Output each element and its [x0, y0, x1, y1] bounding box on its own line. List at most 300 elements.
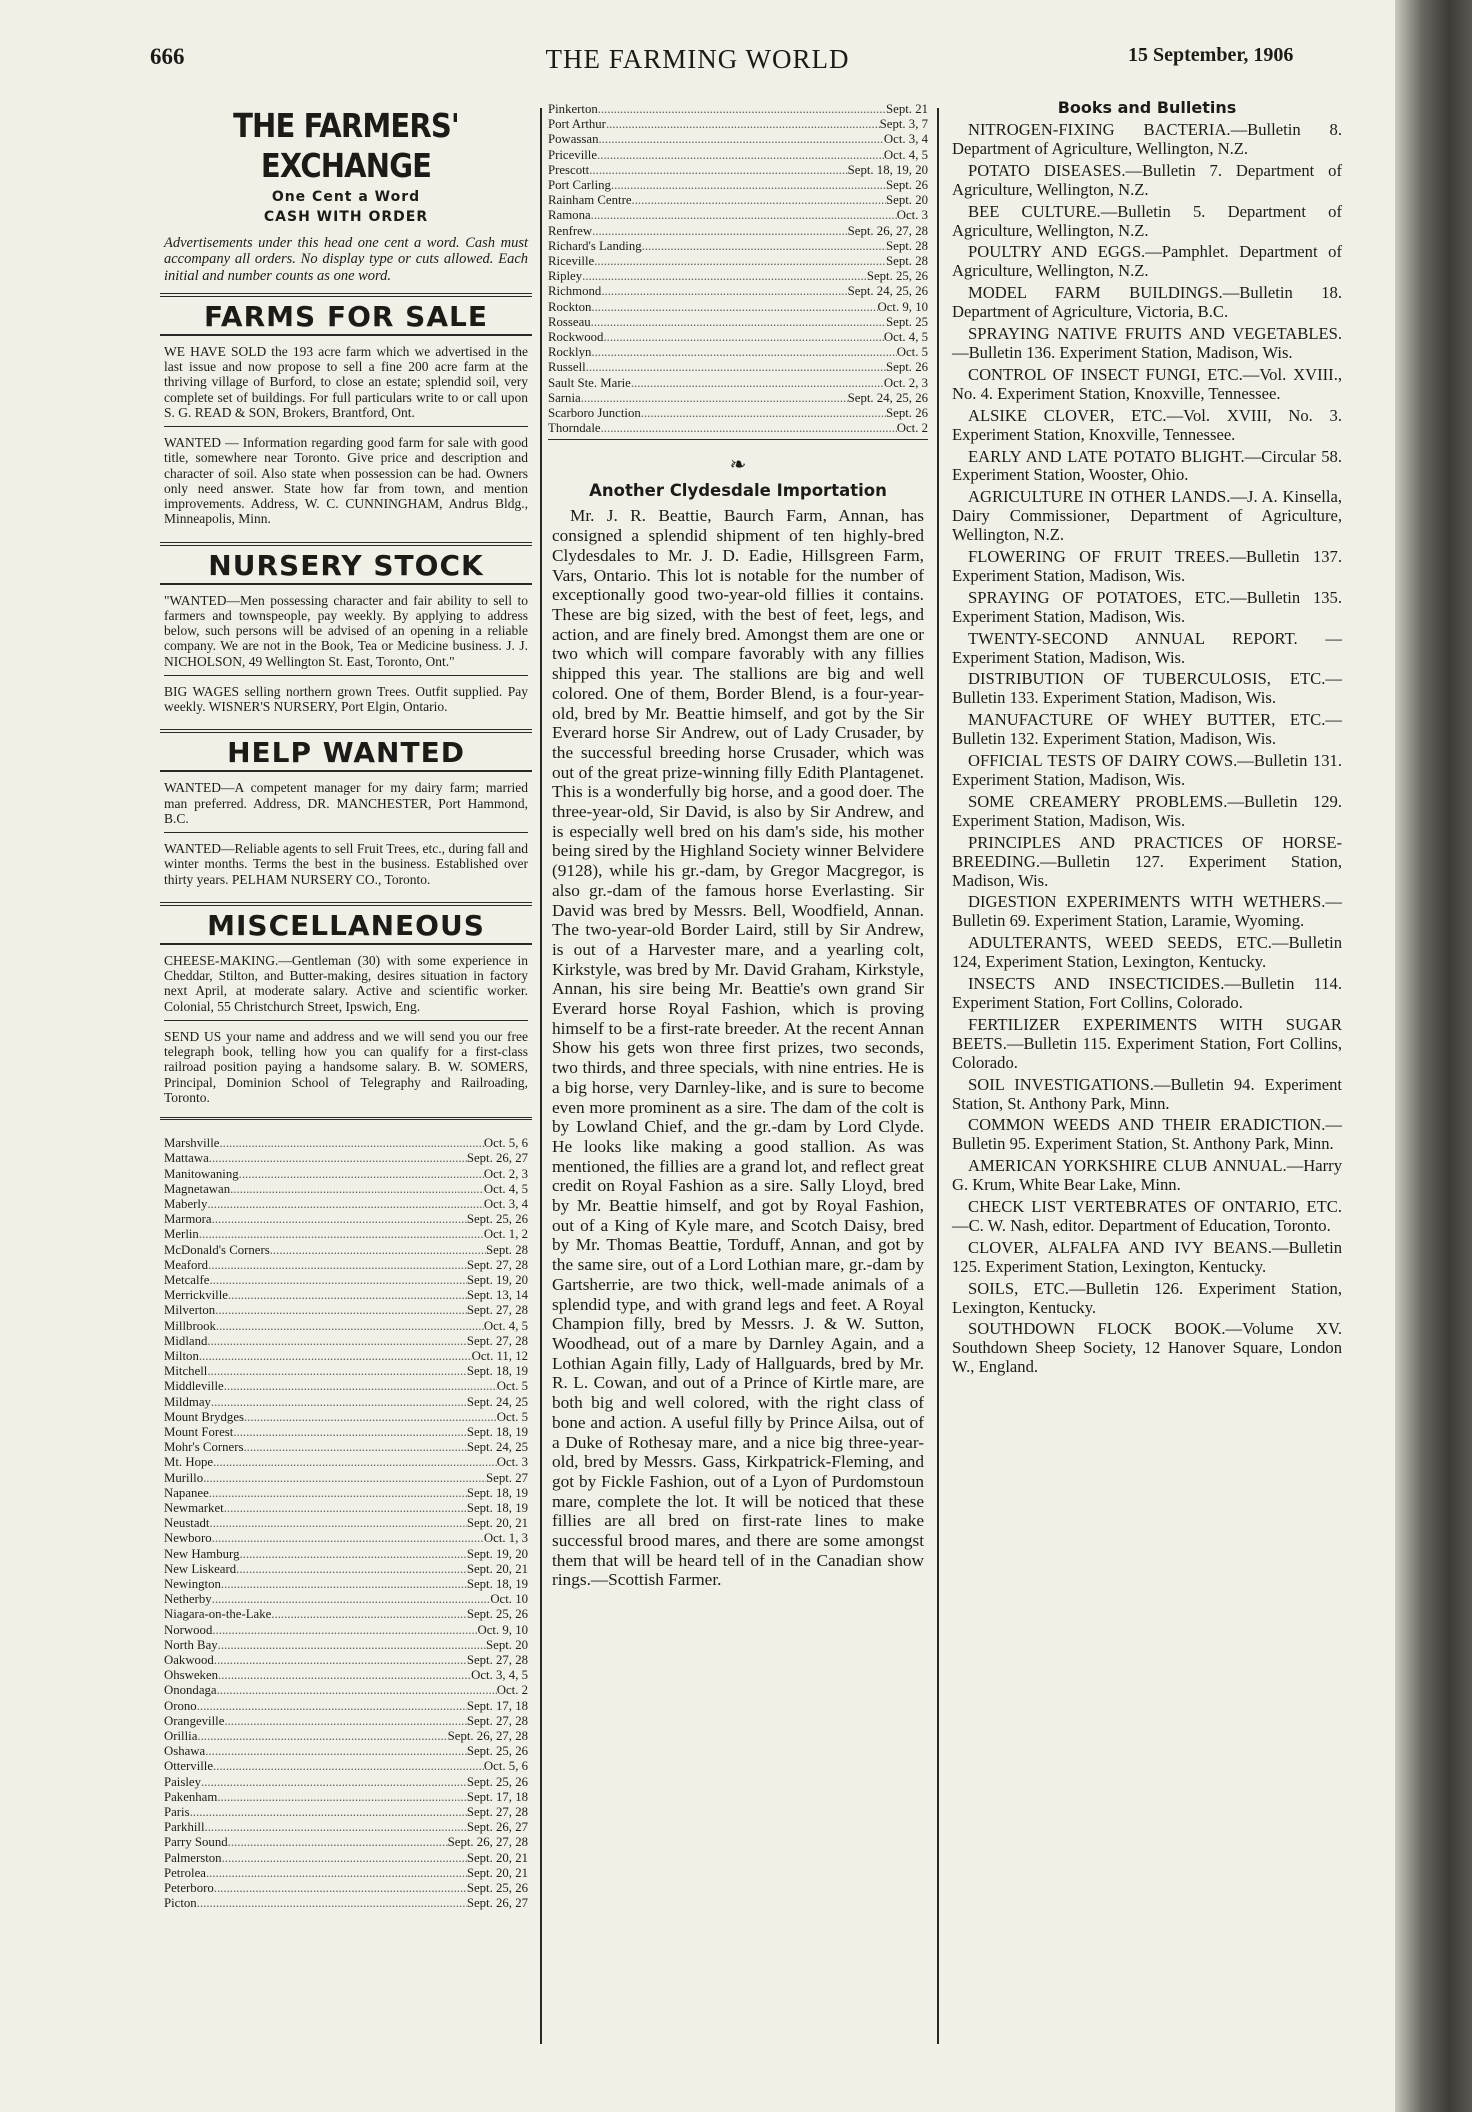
fair-entry: [548, 421, 928, 436]
fair-date: Sept. 18, 19, 20: [847, 162, 928, 177]
fair-date: Oct. 9, 10: [477, 1622, 528, 1637]
page-edge-shadow: [1395, 0, 1472, 2112]
fair-date: Sept. 24, 25, 26: [847, 284, 928, 299]
fair-entry: [164, 1547, 528, 1562]
fair-town: Onondaga: [164, 1683, 217, 1698]
bulletin-entry: ALSIKE CLOVER, ETC.—Vol. XVIII, No. 3. Experiment Station, Knoxville, Tennessee.: [952, 405, 1342, 444]
fair-date: Sept. 18, 19: [466, 1364, 528, 1379]
fleuron-ornament: ❧: [729, 454, 747, 477]
fair-town: Ramona: [548, 208, 591, 223]
bulletin-entry: DIGESTION EXPERIMENTS WITH WETHERS.—Bulletin 69. Experiment Station, Laramie, Wyoming.: [952, 892, 1342, 931]
fair-entry: [164, 1303, 528, 1318]
fair-date: Oct. 2, 3: [883, 375, 928, 390]
fair-town: Neustadt: [164, 1516, 210, 1531]
fair-town: Middleville: [164, 1379, 224, 1394]
leader-dots: [197, 1699, 467, 1714]
fair-entry: [164, 1471, 528, 1486]
fair-town: Petrolea: [164, 1865, 206, 1880]
fair-date: Oct. 5: [896, 345, 928, 360]
classified-ad: SEND US your name and address and we will send you our free telegraph book, telling how you can qualify for a first-class railroad position paying a handsome salary. B. W. SOMERS, Principal, Dominion School of Telegraphy and Railroading, Toronto.: [164, 1028, 528, 1105]
fair-entry: [164, 1455, 528, 1470]
fair-town: Milverton: [164, 1303, 216, 1318]
leader-dots: [591, 345, 896, 360]
fair-town: Orangeville: [164, 1713, 225, 1728]
leader-dots: [217, 1683, 497, 1698]
bulletin-list: [952, 121, 1342, 1377]
fair-town: Milton: [164, 1348, 199, 1363]
fair-town: Rockwood: [548, 330, 604, 345]
leader-dots: [598, 132, 883, 147]
fair-entry: [548, 239, 928, 254]
fair-date: Sept. 28: [886, 238, 928, 253]
bulletin-entry: POULTRY AND EGGS.—Pamphlet. Department of Agriculture, Wellington, N.Z.: [952, 242, 1342, 281]
column-rule-right: [937, 108, 939, 2044]
leader-dots: [218, 1638, 486, 1653]
fair-town: Napanee: [164, 1485, 209, 1500]
fair-entry: [164, 1227, 528, 1242]
fair-town: Mitchell: [164, 1364, 208, 1379]
fair-entry: [548, 254, 928, 269]
fair-entry: [548, 360, 928, 375]
fair-town: Renfrew: [548, 223, 593, 238]
fair-date: Oct. 4, 5: [483, 1318, 528, 1333]
leader-dots: [581, 391, 848, 406]
leader-dots: [224, 1379, 497, 1394]
fair-town: Sault Ste. Marie: [548, 375, 631, 390]
leader-dots: [239, 1547, 466, 1562]
fair-date: Oct. 3, 4: [883, 132, 928, 147]
fair-date: Sept. 20, 21: [466, 1850, 528, 1865]
section-header: [160, 293, 532, 336]
fair-town: Ripley: [548, 269, 583, 284]
fair-town: Orono: [164, 1698, 197, 1713]
bulletin-entry: SOILS, ETC.—Bulletin 126. Experiment Station, Lexington, Kentucky.: [952, 1278, 1342, 1317]
section-header: [160, 902, 532, 945]
fair-date: Sept. 26, 27: [466, 1896, 528, 1911]
classified-ad: WANTED—A competent manager for my dairy farm; married man preferred. Address, DR. MANCHESTER, Port Hammond, B.C.: [164, 780, 528, 833]
fair-date: Oct. 11, 12: [471, 1348, 528, 1363]
fair-town: Mount Brydges: [164, 1409, 244, 1424]
middle-column: [548, 102, 928, 1590]
fair-town: Port Arthur: [548, 117, 606, 132]
leader-dots: [217, 1790, 467, 1805]
fair-town: Parkhill: [164, 1820, 205, 1835]
leader-dots: [236, 1562, 467, 1577]
fair-date: Sept. 24, 25: [466, 1440, 528, 1455]
fair-date: Sept. 20: [886, 193, 928, 208]
leader-dots: [611, 178, 886, 193]
fair-date: Sept. 18, 19: [466, 1577, 528, 1592]
fair-entry: [164, 1714, 528, 1729]
fair-entry: [548, 132, 928, 147]
fair-entry: [164, 1577, 528, 1592]
bulletin-entry: CONTROL OF INSECT FUNGI, ETC.—Vol. XVIII., No. 4. Experiment Station, Knoxville, Tennessee.: [952, 364, 1342, 403]
fair-town: Thorndale: [548, 421, 601, 436]
fair-entry: [164, 1364, 528, 1379]
fair-date: Oct. 4, 5: [483, 1181, 528, 1196]
bulletin-entry: CLOVER, ALFALFA AND IVY BEANS.—Bulletin 125. Experiment Station, Lexington, Kentucky.: [952, 1237, 1342, 1276]
leader-dots: [207, 1364, 466, 1379]
fair-date: Sept. 25: [886, 314, 928, 329]
fair-dates-list: [164, 1136, 528, 1911]
leader-dots: [205, 1820, 467, 1835]
fair-entry: [164, 1167, 528, 1182]
fair-date: Oct. 9, 10: [877, 299, 928, 314]
fair-date: Sept. 27, 28: [466, 1653, 528, 1668]
bulletin-entry: SOUTHDOWN FLOCK BOOK.—Volume XV. Southdown Sheep Society, 12 Hanover Square, London W., England.: [952, 1319, 1342, 1377]
bulletin-entry: FERTILIZER EXPERIMENTS WITH SUGAR BEETS.—Bulletin 115. Experiment Station, Fort Collins, Colorado.: [952, 1014, 1342, 1072]
leader-dots: [603, 330, 883, 345]
fair-date: Sept. 27, 28: [466, 1303, 528, 1318]
leader-dots: [212, 1212, 467, 1227]
fair-entry: [164, 1288, 528, 1303]
bulletin-entry: OFFICIAL TESTS OF DAIRY COWS.—Bulletin 131. Experiment Station, Madison, Wis.: [952, 751, 1342, 789]
fair-date: Sept. 26: [886, 406, 928, 421]
fair-date: Oct. 3, 4: [483, 1196, 528, 1211]
fair-entry: [164, 1486, 528, 1501]
fair-dates-list-continued: [548, 102, 928, 436]
fair-date: Sept. 18, 19: [466, 1485, 528, 1500]
fair-date: Sept. 27, 28: [466, 1805, 528, 1820]
fair-entry: [164, 1151, 528, 1166]
fair-date: Oct. 4, 5: [883, 147, 928, 162]
fair-entry: [164, 1683, 528, 1698]
fair-town: Metcalfe: [164, 1272, 210, 1287]
exchange-terms: CASH WITH ORDER: [263, 209, 429, 226]
classified-ad: "WANTED—Men possessing character and fair ability to sell to farmers and townspeople, pay weekly. By applying to address below, such persons will be advised of an opening in a reliable company. We are not in the Book, Tea or Medicine business. J. J. NICHOLSON, 49 Wellington St. East, Toronto, Ont.": [164, 593, 528, 676]
fair-entry: [548, 178, 928, 193]
fair-town: Murillo: [164, 1470, 204, 1485]
fair-entry: [164, 1334, 528, 1349]
leader-dots: [215, 1303, 467, 1318]
classified-ad: WE HAVE SOLD the 193 acre farm which we advertised in the last issue and now propose to sell a fine 200 acre farm at the thriving village of Burford, to close an estate; splendid soil, very complete set of buildings. For full particulars write to or call upon S. G. READ & SON, Brokers, Brantford, Ont.: [164, 344, 528, 427]
leader-dots: [632, 193, 887, 208]
fair-date: Sept. 25, 26: [466, 1881, 528, 1896]
fair-date: Sept. 20, 21: [466, 1865, 528, 1880]
fair-entry: [164, 1638, 528, 1653]
fair-town: Newington: [164, 1577, 221, 1592]
fair-entry: [164, 1440, 528, 1455]
bulletin-entry: FLOWERING OF FRUIT TREES.—Bulletin 137. Experiment Station, Madison, Wis.: [952, 547, 1342, 585]
fair-date: Oct. 5, 6: [483, 1759, 528, 1774]
exchange-rate: One Cent a Word: [271, 189, 421, 206]
leader-dots: [212, 1531, 484, 1546]
leader-dots: [209, 1273, 466, 1288]
leader-dots: [221, 1577, 467, 1592]
fair-entry: [164, 1851, 528, 1866]
fair-town: Oshawa: [164, 1744, 206, 1759]
leader-dots: [586, 360, 886, 375]
bulletin-entry: NITROGEN-FIXING BACTERIA.—Bulletin 8. Department of Agriculture, Wellington, N.Z.: [952, 120, 1342, 158]
classified-sections: [160, 293, 532, 1120]
fair-date: Sept. 25, 26: [466, 1774, 528, 1789]
fair-entry: [164, 1531, 528, 1546]
bulletin-entry: DISTRIBUTION OF TUBERCULOSIS, ETC.—Bulletin 133. Experiment Station, Madison, Wis.: [952, 669, 1342, 708]
publication-title: THE FARMING WORLD: [545, 44, 850, 74]
fair-date: Sept. 19, 20: [466, 1546, 528, 1561]
fair-entry: [164, 1729, 528, 1744]
fair-entry: [164, 1243, 528, 1258]
article-body: [552, 506, 924, 1590]
fair-entry: [164, 1410, 528, 1425]
fair-town: Millbrook: [164, 1318, 216, 1333]
classified-ad: WANTED—Reliable agents to sell Fruit Trees, etc., during fall and winter months. Terms the best in the business. Established over thirty years. PELHAM NURSERY CO., Toronto.: [164, 841, 528, 887]
fair-town: Marmora: [164, 1212, 212, 1227]
fair-town: McDonald's Corners: [164, 1242, 270, 1257]
section-header: [160, 729, 532, 772]
fair-town: Pinkerton: [548, 102, 598, 116]
bulletin-entry: SPRAYING OF POTATOES, ETC.—Bulletin 135. Experiment Station, Madison, Wis.: [952, 587, 1342, 626]
fair-date: Sept. 17, 18: [466, 1698, 528, 1713]
leader-dots: [591, 300, 877, 315]
fair-date: Oct. 2, 3: [483, 1166, 528, 1181]
fair-entry: [164, 1182, 528, 1197]
article-title: Another Clydesdale Importation: [589, 481, 887, 501]
fair-town: Oakwood: [164, 1653, 214, 1668]
fair-town: Scarboro Junction: [548, 406, 641, 421]
leader-dots: [244, 1410, 497, 1425]
fair-date: Sept. 20, 21: [466, 1561, 528, 1576]
fair-town: Niagara-on-the-Lake: [164, 1607, 272, 1622]
fair-date: Sept. 26, 27, 28: [447, 1729, 528, 1744]
leader-dots: [230, 1182, 484, 1197]
leader-dots: [239, 1167, 484, 1182]
fair-date: Oct. 3: [896, 208, 928, 223]
leader-dots: [598, 102, 886, 117]
fair-town: Picton: [164, 1896, 197, 1911]
fair-date: Sept. 3, 7: [879, 117, 928, 132]
leader-dots: [201, 1775, 467, 1790]
section-heading: FARMS FOR SALE: [204, 299, 488, 333]
section-heading: HELP WANTED: [227, 736, 465, 770]
leader-dots: [219, 1136, 483, 1151]
fair-town: Rosseau: [548, 314, 591, 329]
fair-entry: [548, 330, 928, 345]
fair-town: Palmerston: [164, 1850, 222, 1865]
fair-town: Mt. Hope: [164, 1455, 214, 1470]
bulletin-entry: SPRAYING NATIVE FRUITS AND VEGETABLES.—Bulletin 136. Experiment Station, Madison, Wis.: [952, 324, 1342, 362]
fair-entry: [548, 345, 928, 360]
section-heading: NURSERY STOCK: [208, 548, 484, 582]
fair-list-rule: [548, 439, 928, 440]
fair-entry: [164, 1592, 528, 1607]
bulletin-entry: MANUFACTURE OF WHEY BUTTER, ETC.—Bulletin 132. Experiment Station, Madison, Wis.: [952, 710, 1342, 749]
fair-date: Sept. 27, 28: [466, 1713, 528, 1728]
article-text: Mr. J. R. Beattie, Baurch Farm, Annan, has consigned a splendid shipment of ten highly-bred Clydesdales to Mr. J. D. Eadie, Hillsgreen Farm, Vars, Ontario. This lot is notable for the number of exceptionally good two-year-old fillies it contains. These are big sized, with the best of feet, legs, and action, and are finely bred. Amongst them are one or two which will compare favorably with any fillies shipped this year. The stallions are big and well colored. One of them, Border Blend, is a four-year-old, bred by Mr. Beattie himself, and got by the Sir Everard horse Sir Andrew, out of Lady Crusader, by the successful breeding horse Crusader, which was out of the great prize-winning filly Edith Plantagenet. This is a wonderfully big horse, and a good doer. The three-year-old, Sir David, is also by Sir Andrew, and is especially well bred on his dam's side, his mother being sired by the Highland Society winner Belvidere (9128), while his gr.-dam, by Gregor Macgregor, is also gr.-dam of the famous horse Everlasting. Sir David was bred by Messrs. Bell, Woodfield, Annan. The two-year-old Border Laird, still by Sir Andrew, is out of a Harvester mare, and a yearling colt, Kirkstyle, was bred by Mr. David Graham, Kirkstyle, Annan, his sire being Mr. Beattie's own grand Sir Everard horse Royal Fashion, which is proving himself to be a first-rate breeder. At the recent Annan Show his gets won three first prizes, two seconds, two thirds, and three specials, with nine entries. He is a big horse, very Darnley-like, and is sure to become even more prominent as a sire. The dam of the colt is by Lowland Chief, and the gr.-dam by Lord Clyde. He looks like making a good stallion. As was mentioned, the fillies are a grand lot, and reflect great credit on Royal Fashion as a sire. Sally Lloyd, bred by Mr. Beattie himself, and got by Royal Fashion, out of a King of Kyle mare, and Scotch Daisy, bred by Mr. Thomas Beattie, Torduff, Annan, and got by the same sire, out of a Lord Lothian mare, gr.-dam by Gartsherrie, are two thick, well-made animals of a splendid type, and with grand legs and feet. A Royal Champion filly, bred by Messrs. J. & W. Sutton, Woodhead, out of a mare by Darnley Again, and a Lothian Again filly, Lady of Hallguards, bred by Mr. R. L. Cowan, and out of a Prince of Kirtle mare, are both big and well colored, with the right class of bone and action. A useful filly by Prince Ailsa, out of a Duke of Rothesay mare, and a nice big three-year-old, bred by Messrs. Gass, Kirkpatrick-Fleming, and got by Fickle Fashion, out of a Lyon of Purdomstoun mare, complete the lot. It will be noticed that these fillies are all bred on first-rate lines to make successful brood mares, and there are some amongst them that will be heard tell of in the Canadian show rings.—Scottish Farmer.: [552, 506, 924, 1590]
fair-date: Oct. 10: [490, 1592, 528, 1607]
exchange-intro: Advertisements under this head one cent a word. Cash must accompany all orders. No display type or cuts allowed. Each initial and number counts as one word.: [164, 235, 528, 284]
fair-date: Sept. 17, 18: [466, 1789, 528, 1804]
fair-entry: [548, 284, 928, 299]
leader-dots: [199, 1227, 484, 1242]
fair-entry: [164, 1623, 528, 1638]
fair-date: Sept. 26: [886, 178, 928, 193]
fair-date: Oct. 2: [896, 421, 928, 436]
fair-date: Oct. 3: [496, 1455, 528, 1470]
bulletin-entry: SOME CREAMERY PROBLEMS.—Bulletin 129. Experiment Station, Madison, Wis.: [952, 791, 1342, 830]
fair-town: Meaford: [164, 1257, 209, 1272]
fair-entry: [164, 1562, 528, 1577]
fair-date: Sept. 26, 27: [466, 1820, 528, 1835]
fair-entry: [164, 1501, 528, 1516]
leader-dots: [212, 1592, 491, 1607]
fair-date: Oct. 5, 6: [483, 1136, 528, 1151]
fair-entry: [164, 1379, 528, 1394]
leader-dots: [207, 1334, 466, 1349]
fair-town: Mohr's Corners: [164, 1440, 244, 1455]
exchange-title: THE FARMERS' EXCHANGE: [233, 106, 459, 185]
fair-town: Mount Forest: [164, 1425, 234, 1439]
fair-town: Parry Sound: [164, 1835, 228, 1850]
fair-town: Richmond: [548, 284, 602, 299]
fair-date: Sept. 27, 28: [466, 1257, 528, 1272]
leader-dots: [591, 208, 897, 223]
fair-entry: [548, 193, 928, 208]
fair-date: Oct. 1, 3: [483, 1531, 528, 1546]
leader-dots: [631, 376, 884, 391]
books-title: Books and Bulletins: [1057, 98, 1237, 117]
leader-dots: [214, 1653, 467, 1668]
classified-ad: CHEESE-MAKING.—Gentleman (30) with some experience in Cheddar, Stilton, and Butter-making, desires situation in factory next April, at moderate salary. Active and scientific worker. Colonial, 55 Christchurch Street, Ipswich, Eng.: [164, 953, 528, 1021]
section-header: [160, 542, 532, 585]
fair-town: North Bay: [164, 1637, 218, 1652]
fair-town: Prescott: [548, 162, 590, 177]
classified-ad: WANTED — Information regarding good farm for sale with good title, somewhere near Toronto. Give price and description and character of soil. Also state when possession can be had. Owners only need answer. State how far from town, and mention improvements. Address, W. C. CUNNINGHAM, Andrus Bldg., Minneapolis, Minn.: [164, 435, 528, 527]
fair-entry: [164, 1395, 528, 1410]
fair-date: Sept. 24, 25: [466, 1394, 528, 1409]
fair-date: Sept. 28: [486, 1242, 528, 1257]
bulletin-entry: EARLY AND LATE POTATO BLIGHT.—Circular 58. Experiment Station, Wooster, Ohio.: [952, 446, 1342, 485]
fair-date: Sept. 13, 14: [466, 1288, 528, 1303]
fair-town: Rockton: [548, 299, 592, 314]
fair-entry: [164, 1881, 528, 1896]
fair-entry: [164, 1425, 528, 1440]
leader-dots: [592, 224, 848, 239]
leader-dots: [582, 269, 867, 284]
bulletin-entry: AGRICULTURE IN OTHER LANDS.—J. A. Kinsella, Dairy Commissioner, Department of Agriculture, Wellington, N.Z.: [952, 487, 1342, 545]
fair-town: Richard's Landing: [548, 238, 642, 253]
bulletin-entry: CHECK LIST VERTEBRATES OF ONTARIO, ETC.—C. W. Nash, editor. Department of Education, Toronto.: [952, 1197, 1342, 1235]
fair-town: Marshville: [164, 1136, 220, 1151]
fair-entry: [164, 1212, 528, 1227]
leader-dots: [199, 1349, 472, 1364]
fair-date: Sept. 25, 26: [466, 1607, 528, 1622]
bulletin-entry: INSECTS AND INSECTICIDES.—Bulletin 114. Experiment Station, Fort Collins, Colorado.: [952, 974, 1342, 1012]
fair-town: New Hamburg: [164, 1546, 240, 1561]
fair-entry: [548, 163, 928, 178]
fair-town: Port Carling: [548, 178, 611, 193]
fair-date: Oct. 4, 5: [883, 330, 928, 345]
leader-dots: [203, 1471, 486, 1486]
fair-date: Sept. 27: [486, 1470, 528, 1485]
fair-date: Sept. 20, 21: [466, 1516, 528, 1531]
fair-town: Rocklyn: [548, 345, 592, 360]
leader-dots: [591, 315, 886, 330]
fair-date: Sept. 26, 27: [466, 1151, 528, 1166]
fair-date: Sept. 28: [886, 254, 928, 269]
leader-dots: [243, 1440, 466, 1455]
fair-entry: [164, 1136, 528, 1151]
fair-town: Paisley: [164, 1774, 201, 1789]
fair-entry: [548, 208, 928, 223]
fair-entry: [164, 1699, 528, 1714]
fair-town: New Liskeard: [164, 1561, 237, 1576]
fair-date: Sept. 26: [886, 360, 928, 375]
fair-entry: [164, 1349, 528, 1364]
fair-entry: [164, 1744, 528, 1759]
fair-entry: [548, 391, 928, 406]
fair-date: Sept. 18, 19: [466, 1425, 528, 1439]
leader-dots: [224, 1501, 467, 1516]
fair-entry: [164, 1668, 528, 1683]
bulletin-entry: ADULTERANTS, WEED SEEDS, ETC.—Bulletin 124, Experiment Station, Lexington, Kentucky.: [952, 933, 1342, 972]
classified-ad: BIG WAGES selling northern grown Trees. Outfit supplied. Pay weekly. WISNER'S NURSERY, Port Elgin, Ontario.: [164, 683, 528, 715]
bulletin-entry: POTATO DISEASES.—Bulletin 7. Department of Agriculture, Wellington, N.Z.: [952, 160, 1342, 199]
fair-town: Merlin: [164, 1227, 199, 1242]
fair-date: Oct. 2: [496, 1683, 528, 1698]
fair-entry: [548, 102, 928, 117]
leader-dots: [207, 1197, 484, 1212]
fair-town: Magnetawan: [164, 1181, 231, 1196]
classifieds-end-rule: [160, 1117, 532, 1120]
fair-town: Pakenham: [164, 1789, 218, 1804]
fair-town: Midland: [164, 1333, 208, 1348]
leader-dots: [209, 1151, 467, 1166]
fair-date: Sept. 24, 25, 26: [847, 390, 928, 405]
fair-date: Sept. 18, 19: [466, 1501, 528, 1516]
fair-town: Ohsweken: [164, 1668, 219, 1683]
bulletin-entry: MODEL FARM BUILDINGS.—Bulletin 18. Department of Agriculture, Victoria, B.C.: [952, 283, 1342, 322]
leader-dots: [212, 1623, 477, 1638]
fair-entry: [164, 1759, 528, 1774]
leader-dots: [271, 1607, 467, 1622]
bulletin-entry: TWENTY-SECOND ANNUAL REPORT. — Experiment Station, Madison, Wis.: [952, 628, 1342, 667]
leader-dots: [589, 163, 847, 178]
fair-entry: [164, 1516, 528, 1531]
fair-town: Powassan: [548, 132, 599, 147]
fair-town: Otterville: [164, 1759, 214, 1774]
leader-dots: [594, 254, 886, 269]
leader-dots: [228, 1288, 467, 1303]
leader-dots: [205, 1744, 467, 1759]
books-column: [948, 98, 1346, 1380]
bulletin-entry: COMMON WEEDS AND THEIR ERADICTION.—Bulletin 95. Experiment Station, St. Anthony Park, Minn.: [952, 1115, 1342, 1154]
fair-town: Rainham Centre: [548, 193, 632, 208]
fair-date: Oct. 5: [496, 1409, 528, 1424]
fair-town: Orillia: [164, 1729, 198, 1744]
page-number: 666: [150, 44, 185, 69]
fair-entry: [164, 1896, 528, 1911]
fair-town: Newmarket: [164, 1501, 224, 1516]
fair-date: Oct. 1, 2: [483, 1227, 528, 1242]
leader-dots: [641, 406, 886, 421]
leader-dots: [190, 1805, 467, 1820]
leader-dots: [213, 1455, 497, 1470]
leader-dots: [270, 1243, 486, 1258]
fair-entry: [164, 1197, 528, 1212]
issue-date: 15 September, 1906: [1128, 44, 1294, 66]
fair-entry: [548, 269, 928, 284]
fair-entry: [164, 1607, 528, 1622]
fair-entry: [164, 1775, 528, 1790]
fair-town: Netherby: [164, 1592, 212, 1607]
fair-entry: [164, 1866, 528, 1881]
leader-dots: [214, 1881, 467, 1896]
bulletin-entry: BEE CULTURE.—Bulletin 5. Department of Agriculture, Wellington, N.Z.: [952, 201, 1342, 240]
fair-date: Sept. 19, 20: [466, 1272, 528, 1287]
leader-dots: [210, 1516, 467, 1531]
fair-entry: [548, 224, 928, 239]
